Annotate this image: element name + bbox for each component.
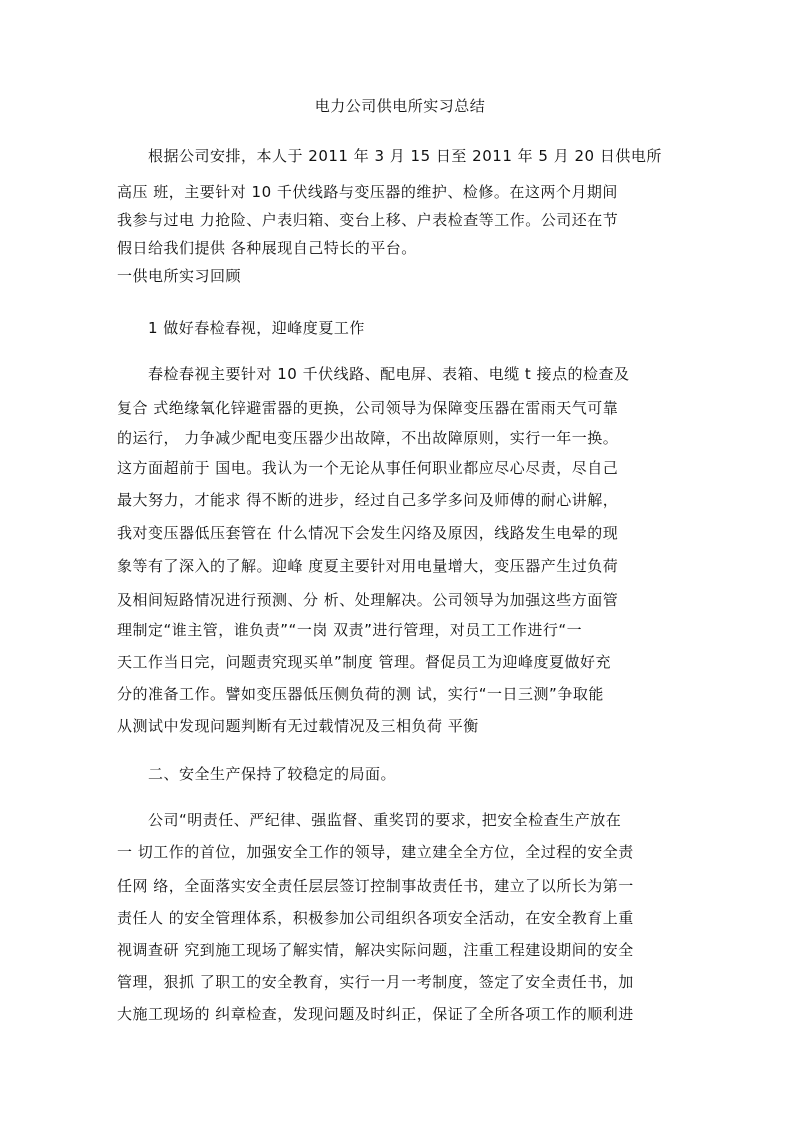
text-line: 从测试中发现问题判断有无过载情况及三相负荷 平衡: [117, 717, 479, 735]
text-line: 公司“明责任、严纪律、强监督、重奖罚的要求，把安全检查生产放在: [148, 811, 622, 829]
text-line: 复合 式绝缘氧化锌避雷器的更换，公司领导为保障变压器在雷雨天气可靠: [117, 399, 619, 417]
section-heading: 一供电所实习回顾: [117, 267, 242, 285]
text-line: 任网 络，全面落实安全责任层层签订控制事故责任书，建立了以所长为第一: [117, 877, 634, 895]
text-line: 理制定“谁主管，谁负责”“一岗 双责”进行管理，对员工工作进行“一: [117, 621, 583, 639]
text-line: 假日给我们提供 各种展现自己特长的平台。: [117, 239, 417, 257]
subsection-heading: 1 做好春检春视，迎峰度夏工作: [148, 319, 365, 337]
text-line: 春检春视主要针对 10 千伏线路、配电屏、表箱、电缆 t 接点的检查及: [148, 365, 630, 383]
text-line: 一 切工作的首位，加强安全工作的领导，建立建全全方位，全过程的安全责: [117, 843, 634, 861]
text-line: 的运行， 力争减少配电变压器少出故障，不出故障原则，实行一年一换。: [117, 429, 619, 447]
text-line: 天工作当日完，问题责究现买单”制度 管理。督促员工为迎峰度夏做好充: [117, 653, 612, 671]
text-line: 及相间短路情况进行预测、分 析、处理解决。公司领导为加强这些方面管: [117, 591, 619, 609]
document-title: 电力公司供电所实习总结: [314, 97, 486, 115]
text-line: 管理，狠抓 了职工的安全教育，实行一月一考制度，签定了安全责任书，加: [117, 973, 634, 991]
text-line: 视调查研 究到施工现场了解实情，解决实际问题，注重工程建设期间的安全: [117, 941, 634, 959]
text-line: 这方面超前于 国电。我认为一个无论从事任何职业都应尽心尽责，尽自己: [117, 459, 619, 477]
text-line: 我对变压器低压套管在 什么情况下会发生闪络及原因，线路发生电晕的现: [117, 524, 619, 542]
text-line: 根据公司安排，本人于 2011 年 3 月 15 日至 2011 年 5 月 20 日供电所: [148, 147, 662, 165]
text-line: 分的准备工作。譬如变压器低压侧负荷的测 试，实行“一日三测”争取能: [117, 685, 604, 703]
section-heading: 二、安全生产保持了较稳定的局面。: [148, 765, 397, 783]
text-line: 最大努力，才能求 得不断的进步，经过自己多学多问及师傅的耐心讲解，: [117, 491, 619, 509]
text-line: 高压 班，主要针对 10 千伏线路与变压器的维护、检修。在这两个月期间: [117, 183, 618, 201]
text-line: 我参与过电 力抢险、户表归箱、变台上移、户表检查等工作。公司还在节: [117, 211, 619, 229]
text-line: 大施工现场的 纠章检查，发现问题及时纠正，保证了全所各项工作的顺利进: [117, 1005, 634, 1023]
text-line: 象等有了深入的了解。迎峰 度夏主要针对用电量增大，变压器产生过负荷: [117, 557, 619, 575]
text-line: 责任人 的安全管理体系，积极参加公司组织各项安全活动，在安全教育上重: [117, 909, 634, 927]
